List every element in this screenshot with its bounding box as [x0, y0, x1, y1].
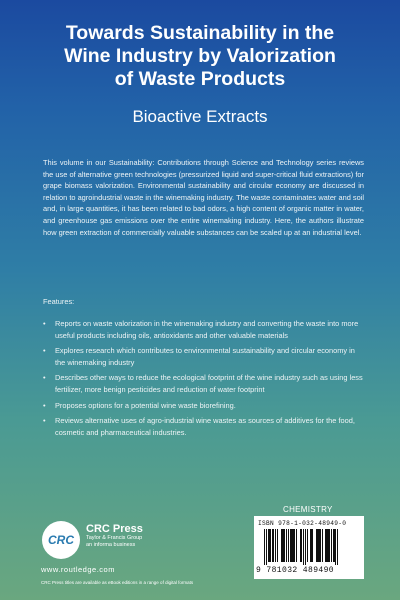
bullet-icon: •: [43, 416, 46, 426]
barcode-number: 9 781032 489490: [256, 566, 335, 575]
feature-text: Describes other ways to reduce the ecological footprint of the wine industry such as using less fertilizer, more benign pesticides and reduction of water footprint: [55, 373, 363, 394]
barcode-bar: [327, 529, 329, 562]
feature-item: [43, 318, 363, 341]
feature-item: [43, 372, 363, 395]
feature-text: Explores research which contributes to environmental sustainability and circular economy in the winemaking industry: [55, 346, 355, 367]
publisher-url[interactable]: www.routledge.com: [41, 565, 115, 574]
barcode-bar: [300, 529, 302, 562]
barcode-icon: [264, 529, 360, 565]
barcode-bar: [335, 529, 336, 565]
barcode-bar: [266, 529, 267, 565]
title-line: of Waste Products: [114, 68, 286, 90]
bullet-icon: •: [43, 400, 46, 410]
barcode-bar: [270, 529, 271, 562]
title-line: Wine Industry by Valorization: [64, 45, 336, 67]
title-line: Towards Sustainability in the: [65, 22, 335, 44]
feature-text: Reports on waste valorization in the winemaking industry and converting the waste into more useful products including oils, antioxidants and other valuable materials: [55, 319, 359, 340]
barcode-bar: [264, 529, 265, 565]
barcode-bar: [316, 529, 318, 562]
barcode-bar: [290, 529, 292, 562]
publisher-name: CRC Press: [86, 523, 143, 535]
feature-item: [43, 345, 363, 368]
barcode-bar: [322, 529, 323, 562]
barcode-bar: [320, 529, 321, 562]
barcode-bar: [292, 529, 294, 562]
barcode-bar: [329, 529, 330, 562]
barcode-bar: [318, 529, 320, 562]
barcode-bar: [294, 529, 295, 562]
publisher-block: [86, 523, 143, 549]
barcode-bar: [325, 529, 327, 562]
bullet-icon: •: [43, 346, 46, 356]
barcode-panel: [254, 516, 364, 579]
barcode-bar: [296, 529, 297, 562]
crc-press-logo-icon: [42, 521, 80, 559]
barcode-bar: [337, 529, 338, 565]
barcode-bar: [312, 529, 313, 562]
bullet-icon: •: [43, 373, 46, 383]
barcode-bar: [281, 529, 283, 562]
barcode-bar: [331, 529, 332, 562]
feature-item: [43, 415, 363, 438]
isbn-label: ISBN 978-1-032-48949-0: [258, 520, 347, 527]
feature-item: [43, 400, 363, 412]
barcode-bar: [303, 529, 304, 565]
ebook-note: CRC Press titles are available as eBook editions in a range of digital formats: [41, 580, 194, 585]
bullet-icon: •: [43, 319, 46, 328]
barcode-bar: [305, 529, 306, 565]
logo-text: CRC: [48, 533, 74, 547]
barcode-bar: [272, 529, 274, 562]
book-title: [20, 22, 380, 91]
barcode-bar: [275, 529, 276, 562]
publisher-group: Taylor & Francis Group: [86, 535, 143, 541]
features-list: [43, 318, 363, 442]
barcode-bar: [277, 529, 278, 562]
barcode-bar: [307, 529, 308, 562]
barcode-bar: [286, 529, 287, 562]
barcode-bar: [268, 529, 270, 562]
barcode-bar: [310, 529, 312, 562]
barcode-bar: [283, 529, 285, 562]
description-paragraph: This volume in our Sustainability: Contributions through Science and Technology series reviews the use of alternative green technologies (pressurized liquid and super-critical fluid extractions) for grape biomass valorization. Environmental sustainability and circular economy are discussed in relation to agroindustrial waste in the winemaking industry. The waste contaminates water and soil and, in large quantities, it has been related to bad odors, a high content of organic matter in water, and greenhouse gas emissions over the entire winemaking industry. Here, the authors illustrate how green extraction of commercially valuable substances can be scaled up at an industrial level.: [43, 158, 364, 237]
book-subtitle: Bioactive Extracts: [132, 107, 268, 126]
subject-category: CHEMISTRY: [283, 505, 333, 514]
features-heading: Features:: [43, 297, 75, 306]
feature-text: Proposes options for a potential wine waste biorefining.: [55, 400, 236, 410]
publisher-tagline: an informa business: [86, 542, 136, 548]
barcode-bar: [333, 529, 335, 562]
barcode-bar: [288, 529, 289, 562]
feature-text: Reviews alternative uses of agro-industrial wine wastes as sources of additives for the food, cosmetic and pharmaceutical industries.: [55, 416, 355, 437]
